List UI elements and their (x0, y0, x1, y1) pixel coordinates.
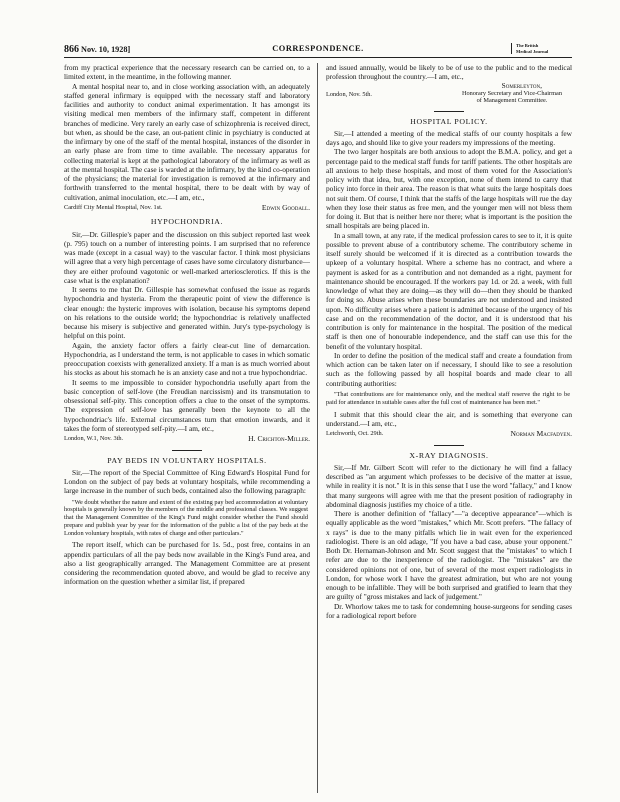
section-separator (172, 450, 202, 451)
paragraph: The report itself, which can be purchased for 1s. 5d., post free, contains in an appendix particulars of all the pay beds now available in the King's Fund area, and also a list geographically arranged. The Management Committee are at present considering the recommendation quoted above, and would be glad to receive any information on the question whether a similar list, if prepared (64, 540, 310, 587)
journal-name-line1: The British (516, 43, 539, 48)
paragraph: Sir,—If Mr. Gilbert Scott will refer to the dictionary he will find a fallacy described as "an argument which professes to be decisive of the matter at issue, while in reality it is not." It is in this sense that I use the word "fallacy," and I know that many surgeons will agree with me that the present position of radiography in abdominal diagnosis justifies my choice of a title. (326, 462, 572, 509)
column-divider (317, 63, 318, 793)
page-number: 866 (64, 44, 79, 55)
right-column (326, 63, 572, 620)
paragraph: It seems to me impossible to consider hypochondria usefully apart from the basic conception of self-love (the Freudian narcissism) and its transmutation to obsessional self-pity. This conception offers a clue to the onset of the symptoms. The expression of self-love has generally been the keynote to all the hypochondriac's life. External circumstances turn that emotion inwards, and it takes the form of stereotyped self-pity.—I am, etc., (64, 377, 310, 433)
paragraph: Sir,—I attended a meeting of the medical staffs of our county hospitals a few days ago, and should like to give your readers my impressions of the meeting. (326, 128, 572, 148)
issue-date: Nov. 10, 1928] (81, 45, 131, 54)
signature-macfadyen (326, 430, 572, 439)
paragraph: I submit that this should clear the air, and is something that everyone can understand.—I am, etc., (326, 409, 572, 428)
paragraph: There is another definition of "fallacy"—"a deceptive appearance"—which is equally applicable as the word "mistakes," which Mr. Scott prefers. "The fallacy of x rays" is due to the many pitfalls which lie in wait even for the experienced radiologist. There is an old adage, "If you have a bad case, abuse your opponent." Both Dr. Hernaman-Johnson and Mr. Scott suggest that the "mistakes" to which I refer are due to the inexperience of the radiologist. The "mistakes" are the considered opinions not of one, but of several of the most expert radiologists in London, for whose work I have the greatest admiration, but who are not young enough to be infallible. They will be both surprised and gratified to learn that they are guilty of "gross mistakes and lack of judgement." (326, 509, 572, 602)
paragraph: and issued annually, would be likely to be of use to the public and to the medical profession throughout the country.—I am, etc., (326, 63, 572, 82)
signature-title-line: Honorary Secretary and Vice-Chairman (461, 89, 562, 97)
journal-name-line2: Medical Journal (516, 48, 549, 54)
paragraph: It seems to me that Dr. Gillespie has somewhat confused the issue as regards hypochondria and hysteria. From the therapeutic point of view the difference is clear enough: the hysteric improves with isolation, because his symptoms depend on his relations to the outside world; the hypochondriac is relatively unaffected because his misery is subjective and generated within. Jury's type-psychology is helpful on this point. (64, 285, 310, 341)
article-title-pay-beds: PAY BEDS IN VOLUNTARY HOSPITALS. (107, 455, 267, 465)
signature-address: Cardiff City Mental Hospital, Nov. 1st. (64, 203, 163, 211)
section-separator (434, 445, 464, 446)
block-quote (64, 499, 308, 538)
quote-text: "We doubt whether the nature and extent of the existing pay bed accommodation at voluntary hospitals is generally known by the members of the middle and professional classes. We suggest that the Management Committee of the King's Fund might consider whether the Fund should prepare and publish year by year for the information of the public a list of the pay beds at the London voluntary hospitals, with rates of charge and other particulars." (64, 498, 308, 537)
block-quote (326, 391, 570, 407)
paragraph: from my practical experience that the necessary research can be carried on, to a limited extent, in the meantime, in the following manner. (64, 63, 310, 82)
signature-crichton-miller (64, 435, 310, 444)
article-title-hypochondria: HYPOCHONDRIA. (150, 217, 224, 227)
paragraph: Dr. Whorlow takes me to task for condemning house-surgeons for sending cases for a radiological report before (326, 601, 572, 620)
paragraph: In order to define the position of the medical staff and create a foundation from which action can be taken later on if necessary, I should like to see a resolution such as the following passed by all hospital boards and made clear to all contributing authorities: (326, 350, 572, 388)
signature-name: H. Crichton-Miller. (248, 434, 310, 443)
signature-address: London, W.1, Nov. 3th. (64, 435, 124, 442)
paragraph: Sir,—Dr. Gillespie's paper and the discussion on this subject reported last week (p. 795) touch on a number of interesting points. I am surprised that no reference was made (except in a casual way) to the vascular factor. I think most physicians will agree that a very high percentage of cases have some circulatory disturbance—they are either profound vagotonic or well-marked arteriosclerotics. If this is the case what is the explanation? (64, 229, 310, 285)
journal-name (511, 43, 572, 54)
section-separator (434, 111, 464, 112)
article-title-hospital-policy: HOSPITAL POLICY. (410, 116, 488, 126)
signature-details (326, 90, 572, 105)
left-column (64, 63, 310, 587)
signature-title-line: of Management Committee. (476, 97, 548, 105)
quote-text: "That contributions are for maintenance only, and the medical staff reserve the right to be paid for attendance in suitable cases after the full cost of maintenance has been met." (326, 390, 570, 406)
paragraph: In a small town, at any rate, if the medical profession cares to see to it, it is quite possible to prevent abuse of a contributory scheme. The contributory scheme in itself surely should be welcomed if it is directed as a contribution towards the upkeep of a voluntary hospital. Where a scheme has no contract, and where a payment is asked for as a contribution and not demanded as a right, payment for maintenance should be encouraged. If the workers pay 1d. or 2d. a week, with full knowledge of what they are doing—as they will do—then they should be thanked for doing so. Abuse arises when these boundaries are not understood and insisted upon. No difficulty arises where a patient is admitted because of the urgency of his case and on the recommendation of the doctor, and it is understood that his contribution is only for maintenance in the hospital. The position of the medical staff is then one of honourable independence, and the staff can use this for the benefit of the voluntary hospital. (326, 230, 572, 351)
signature-name: Norman Macfadyen. (510, 429, 572, 439)
signature-address: Letchworth, Oct. 29th. (326, 430, 384, 438)
signature-goodall (64, 204, 310, 213)
signature-name: Somerleyton, (501, 80, 542, 90)
signature-address: London, Nov. 5th. (326, 90, 372, 98)
paragraph: The two larger hospitals are both anxious to adopt the B.M.A. policy, and get a percentage paid to the medical staff funds for tariff patients. The other hospitals are all anxious to help these hospitals, and most of them voted for the Association's policy with that idea, but, with one exception, none of them intend to carry that policy into force in their area. The reason is that what suits the large hospitals does not suit them. Of course, I think that the staffs of the large hospitals will rue the day when they lose their status as free men, and the younger men will not bless them for doing it. But that is neither here nor there; what is important is the position the small hospitals are being placed in. (326, 147, 572, 231)
section-title: CORRESPONDENCE. (272, 44, 364, 53)
signature-somerleyton (326, 82, 572, 89)
signature-titles (462, 90, 562, 105)
signature-name: Edwin Goodall. (261, 202, 310, 212)
paragraph: Sir,—The report of the Special Committee of King Edward's Hospital Fund for London on the subject of pay beds at voluntary hospitals, while recommending a large increase in the number of such beds, contained also the following paragraph: (64, 467, 310, 496)
page-header (64, 44, 572, 58)
paragraph: Again, the anxiety factor offers a fairly clear-cut line of demarcation. Hypochondria, as I understand the term, is not applicable to cases in which somatic preoccupation coexists with generalized anxiety. If a man is as much worried about his stocks as about his stomach he is an anxiety case and not a true hypochondriac. (64, 340, 310, 378)
paragraph: A mental hospital near to, and in close working association with, an adequately staffed general infirmary is equipped with the necessary staff and laboratory facilities and authority to conduct animal experimentation. It has amongst its visiting medical men members of the infirmary staff, competent in different branches of medicine. Very rarely an early case of schizophrenia is received direct, but when, as should be the case, an out-patient clinic in psychiatry is conducted at the infirmary by one of the staff of the mental hospital, instances of the disorder in an early phase are from time to time available. The necessary apparatus for collecting material is kept at the pathological laboratory of the infirmary as well as at the mental hospital. The case is warded at the infirmary, by the kind co-operation of the physicians; the material for investigation is removed at the infirmary and forthwith transferred to the mental hospital, there to be dealt with by way of cultivation, animal inoculation, etc.—I am, etc., (64, 81, 310, 202)
article-title-xray: X-RAY DIAGNOSIS. (409, 450, 489, 460)
